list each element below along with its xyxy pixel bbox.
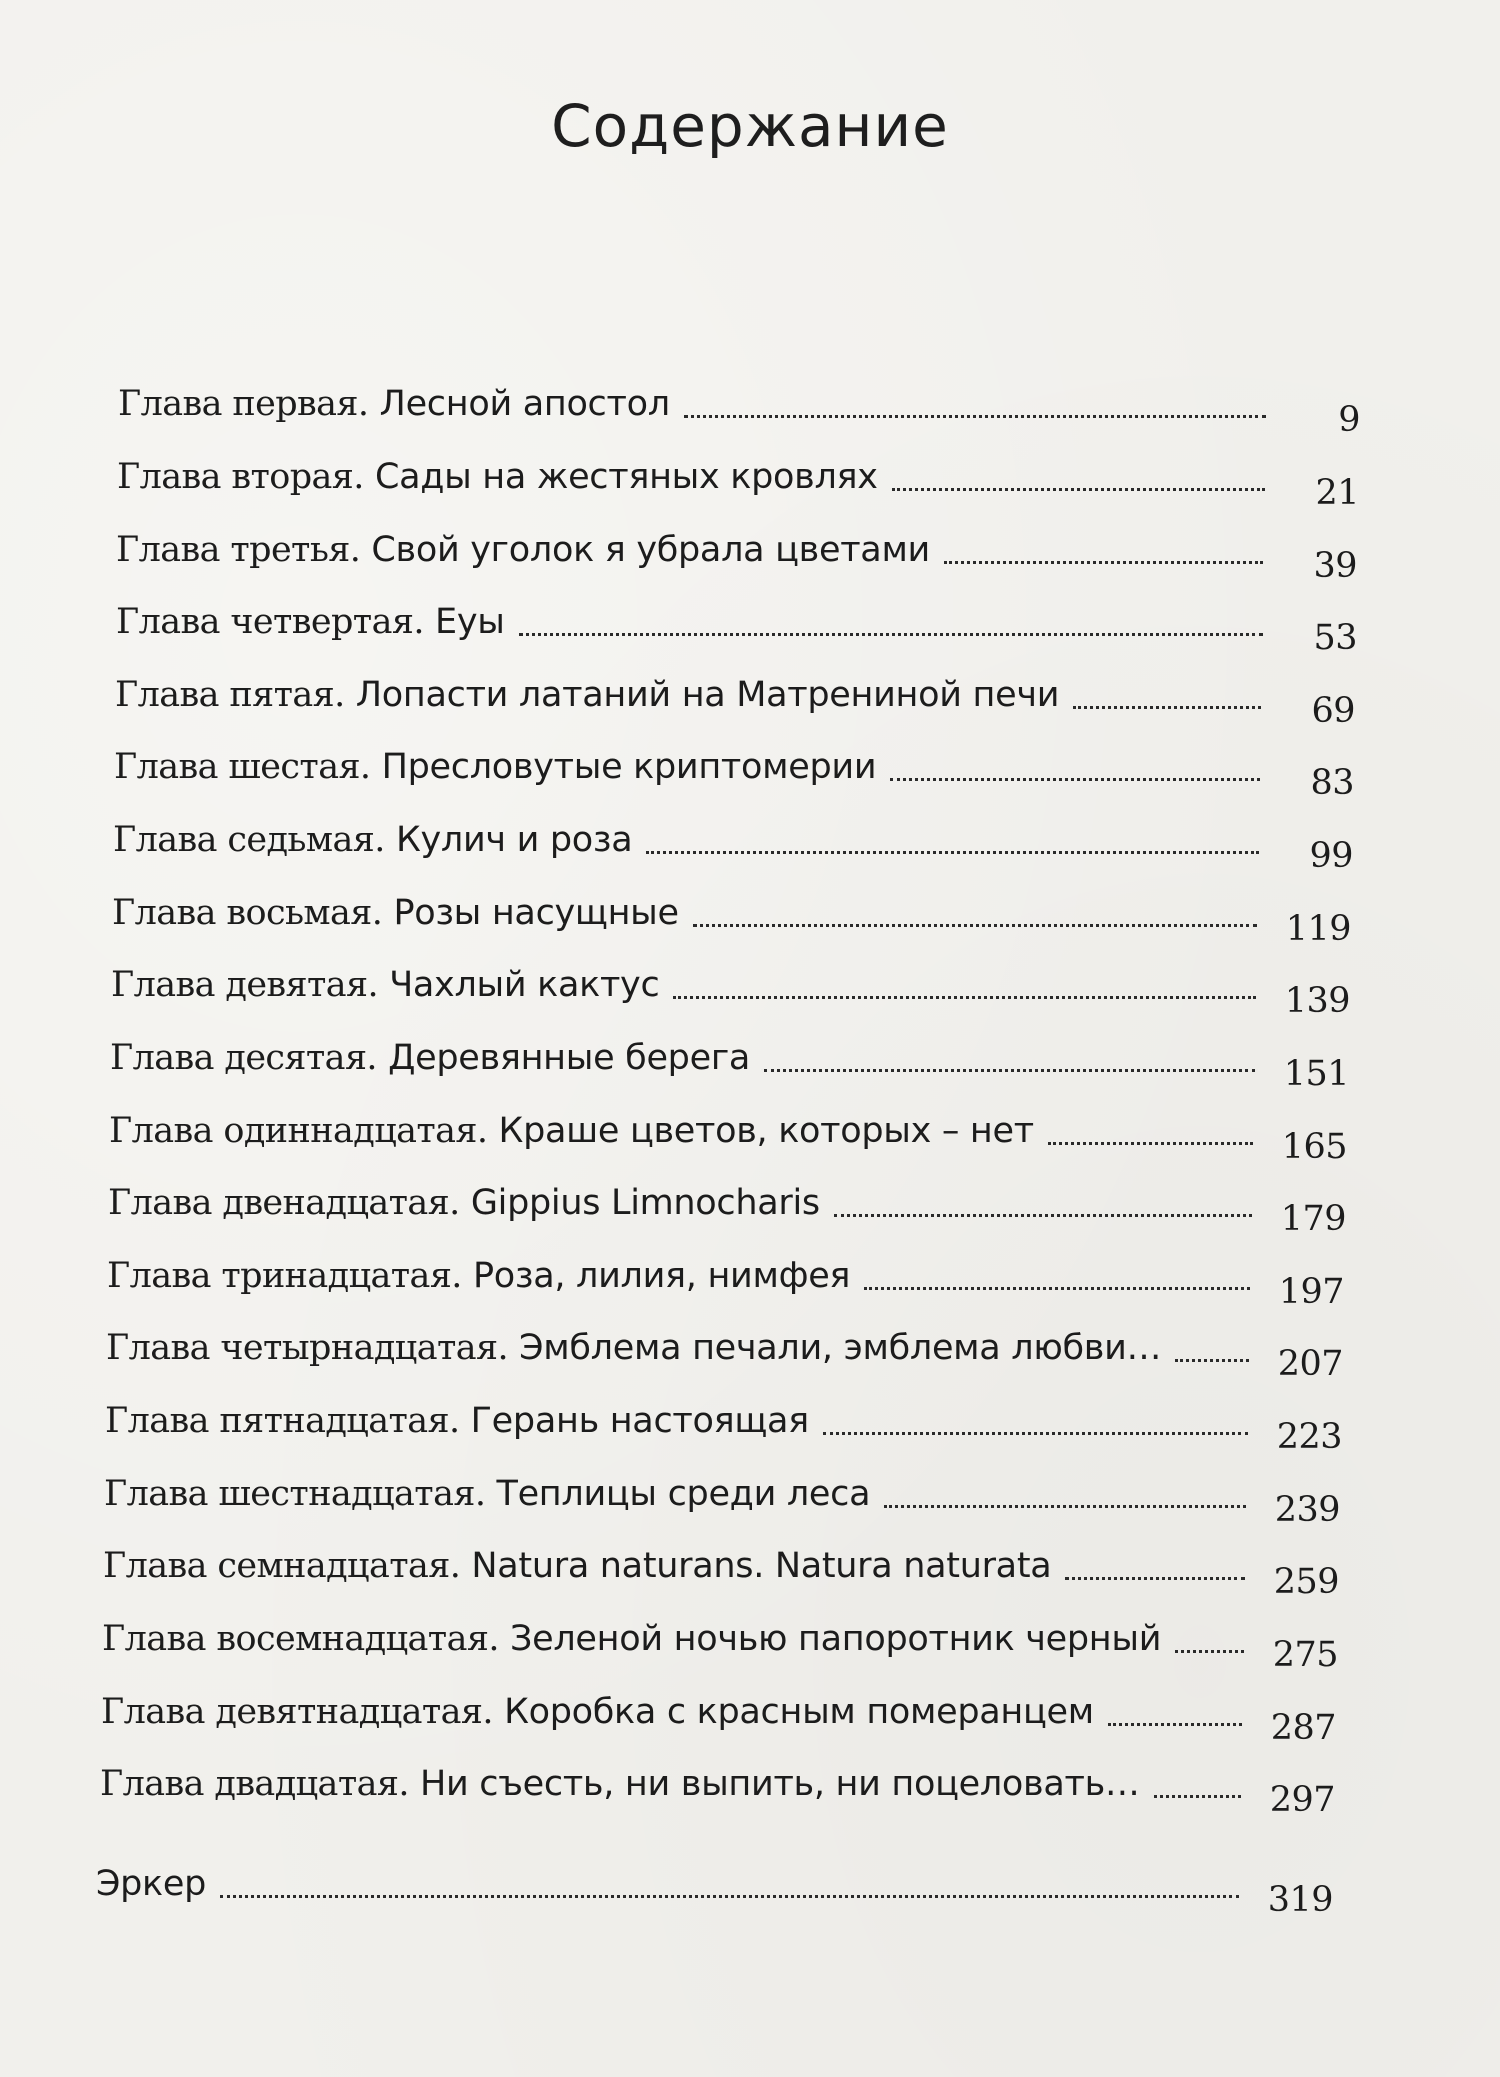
chapter-title: Розы насущные — [393, 893, 679, 933]
toc-entry — [118, 366, 1360, 440]
chapter-number: Глава шестнадцатая. — [104, 1474, 486, 1514]
chapter-title: Герань настоящая — [470, 1401, 809, 1441]
chapter-title: Деревянные берега — [388, 1038, 751, 1078]
chapter-title: Natura naturans. Natura naturata — [471, 1546, 1052, 1586]
page-number: 21 — [1315, 473, 1359, 513]
toc-entry-label — [116, 602, 505, 642]
dot-leader — [220, 1895, 1239, 1898]
toc-entry — [101, 1674, 1336, 1748]
toc-entry-label — [107, 1256, 851, 1296]
page-number: 69 — [1311, 691, 1355, 731]
toc-entry-label — [117, 457, 878, 497]
toc-entry-label — [109, 1111, 1034, 1151]
page-number: 223 — [1276, 1417, 1342, 1457]
page-number: 151 — [1283, 1054, 1349, 1094]
toc-entry-label — [111, 965, 660, 1005]
dot-leader — [1108, 1723, 1242, 1726]
page-number: 119 — [1285, 909, 1351, 949]
toc-entry — [111, 947, 1350, 1021]
toc-entry-label — [114, 747, 877, 787]
toc-entry-label — [106, 1328, 1162, 1368]
dot-leader — [884, 1505, 1246, 1508]
dot-leader — [944, 561, 1263, 564]
dot-leader — [693, 924, 1257, 927]
chapter-title: Лопасти латаний на Матрениной печи — [355, 675, 1060, 715]
dot-leader — [673, 996, 1256, 999]
toc-entry — [96, 1846, 1333, 1920]
toc-entry — [117, 439, 1359, 513]
toc-entry-label — [102, 1619, 1162, 1659]
toc-entry-label — [113, 820, 633, 860]
dot-leader — [1175, 1650, 1244, 1653]
toc-entry — [103, 1528, 1339, 1602]
toc-entry — [107, 1238, 1344, 1312]
dot-leader — [764, 1069, 1255, 1072]
chapter-number: Глава пятнадцатая. — [105, 1401, 460, 1441]
page-number: 179 — [1280, 1199, 1346, 1239]
chapter-title: Коробка с красным померанцем — [504, 1692, 1094, 1732]
chapter-number: Глава первая. — [118, 384, 369, 424]
page-title: Содержание — [551, 92, 949, 160]
page-number: 139 — [1284, 981, 1350, 1021]
page-number: 39 — [1313, 546, 1357, 586]
toc-entry — [112, 875, 1351, 949]
chapter-number: Глава шестая. — [114, 747, 371, 787]
toc-entry-label — [110, 1038, 751, 1078]
page-number: 239 — [1274, 1490, 1340, 1530]
toc-entry — [106, 1310, 1343, 1384]
dot-leader — [864, 1287, 1250, 1290]
toc-entry-label — [103, 1546, 1052, 1586]
dot-leader — [892, 488, 1265, 491]
page-number: 53 — [1313, 618, 1357, 658]
page-number: 197 — [1278, 1272, 1344, 1312]
chapter-number: Глава седьмая. — [113, 820, 385, 860]
page-number: 99 — [1309, 836, 1353, 876]
page-number: 319 — [1267, 1880, 1333, 1920]
chapter-title: Лесной апостол — [379, 384, 670, 424]
dot-leader — [1048, 1142, 1253, 1145]
page-number: 9 — [1338, 400, 1360, 440]
toc-entry — [110, 1020, 1349, 1094]
dot-leader — [1073, 706, 1261, 709]
chapter-number: Глава вторая. — [117, 457, 364, 497]
chapter-number: Глава восемнадцатая. — [102, 1619, 499, 1659]
toc-entry-label — [116, 530, 930, 570]
dot-leader — [823, 1432, 1248, 1435]
chapter-number: Глава четырнадцатая. — [106, 1328, 509, 1368]
toc-entry — [116, 584, 1357, 658]
chapter-number: Глава десятая. — [110, 1038, 377, 1078]
toc-entry — [105, 1383, 1342, 1457]
chapter-title: Еуы — [435, 602, 505, 642]
toc-entry-label — [100, 1764, 1140, 1804]
toc-entry-label — [118, 384, 670, 424]
chapter-number: Глава двенадцатая. — [108, 1183, 460, 1223]
chapter-title: Зеленой ночью папоротник черный — [509, 1619, 1162, 1659]
dot-leader — [1175, 1359, 1249, 1362]
page-number: 297 — [1269, 1780, 1335, 1820]
toc-entry-label — [96, 1864, 207, 1904]
chapter-title: Чахлый кактус — [389, 965, 660, 1005]
toc-entry-label — [112, 893, 679, 933]
page-number: 259 — [1273, 1562, 1339, 1602]
dot-leader — [834, 1214, 1252, 1217]
toc-entry-label — [101, 1692, 1094, 1732]
page-number: 287 — [1270, 1708, 1336, 1748]
toc-entry-label — [108, 1183, 820, 1223]
chapter-number: Глава девятнадцатая. — [101, 1692, 493, 1732]
page-number: 207 — [1277, 1344, 1343, 1384]
dot-leader — [519, 633, 1263, 636]
section-title: Эркер — [96, 1864, 207, 1904]
chapter-number: Глава двадцатая. — [100, 1764, 409, 1804]
toc-entry-label — [104, 1474, 871, 1514]
page-number: 275 — [1272, 1635, 1338, 1675]
toc-entry — [108, 1165, 1346, 1239]
chapter-title: Пресловутые криптомерии — [381, 747, 877, 787]
toc-entry — [100, 1746, 1335, 1820]
chapter-number: Глава пятая. — [115, 675, 345, 715]
toc-entry — [114, 729, 1354, 803]
chapter-title: Свой уголок я убрала цветами — [371, 530, 930, 570]
chapter-title: Ни съесть, ни выпить, ни поцеловать… — [420, 1764, 1140, 1804]
chapter-title: Роза, лилия, нимфея — [472, 1256, 851, 1296]
dot-leader — [646, 851, 1259, 854]
page-number: 165 — [1281, 1127, 1347, 1167]
chapter-number: Глава одиннадцатая. — [109, 1111, 488, 1151]
toc-entry — [116, 512, 1357, 586]
dot-leader — [890, 778, 1260, 781]
toc-entry — [102, 1601, 1338, 1675]
dot-leader — [684, 415, 1266, 418]
chapter-title: Теплицы среди леса — [496, 1474, 871, 1514]
toc-entry — [113, 802, 1353, 876]
chapter-number: Глава восьмая. — [112, 893, 383, 933]
toc-entry — [109, 1093, 1347, 1167]
chapter-number: Глава девятая. — [111, 965, 379, 1005]
page-number: 83 — [1310, 763, 1354, 803]
chapter-number: Глава четвертая. — [116, 602, 424, 642]
chapter-number: Глава тринадцатая. — [107, 1256, 462, 1296]
chapter-title: Эмблема печали, эмблема любви… — [519, 1328, 1162, 1368]
toc-entry — [104, 1456, 1340, 1530]
toc-entry-label — [105, 1401, 809, 1441]
chapter-number: Глава третья. — [116, 530, 361, 570]
toc-entry — [115, 657, 1355, 731]
chapter-title: Gippius Limnocharis — [470, 1183, 820, 1223]
dot-leader — [1154, 1795, 1241, 1798]
dot-leader — [1065, 1577, 1245, 1580]
chapter-number: Глава семнадцатая. — [103, 1546, 461, 1586]
chapter-title: Сады на жестяных кровлях — [374, 457, 878, 497]
chapter-title: Кулич и роза — [395, 820, 633, 860]
toc-entry-label — [115, 675, 1060, 715]
chapter-title: Краше цветов, которых – нет — [498, 1111, 1034, 1151]
